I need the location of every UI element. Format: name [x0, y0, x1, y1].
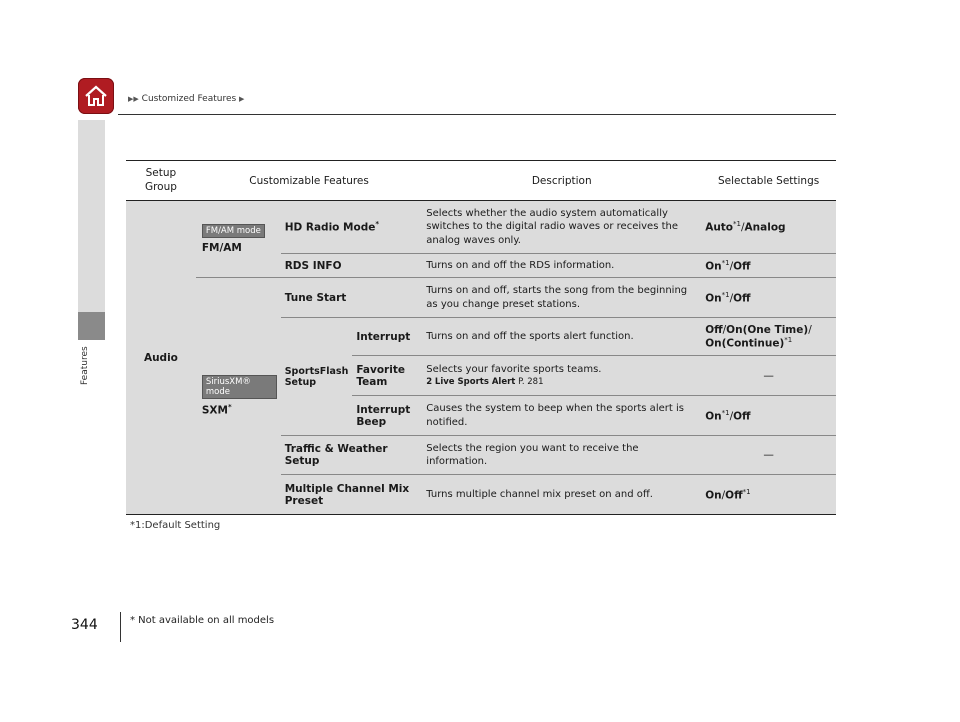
desc-traffic: Selects the region you want to receive the information.: [422, 436, 701, 475]
header-setup-group: Setup Group: [126, 161, 196, 201]
sxm-badge: SiriusXM® mode: [202, 375, 277, 399]
header-settings: Selectable Settings: [701, 161, 836, 201]
setting-beep: On$^{*1}$/Off: [701, 396, 836, 436]
page-divider: [120, 612, 121, 642]
setting-interrupt: Off/On(One Time)/ On(Continue)$^{*1}$: [701, 318, 836, 356]
sxm-label: SXM*: [201, 403, 232, 417]
feature-sportsflash: SportsFlash Setup: [281, 318, 353, 436]
page-number: 344: [71, 617, 98, 633]
breadcrumb-arrows: ▶▶: [128, 95, 139, 103]
setting-tune-start: On$^{*1}$/Off: [701, 278, 836, 318]
setting-hd-radio: Auto$^{*1}$/Analog: [705, 220, 786, 234]
table-header: [126, 161, 836, 201]
reference-icon: 2: [426, 376, 433, 387]
sxm-cell: [196, 278, 281, 515]
feature-beep: Interrupt Beep: [352, 396, 422, 436]
feature-hd-radio: HD Radio Mode*: [284, 220, 380, 234]
feature-rds: RDS INFO: [281, 254, 423, 278]
desc-mix: Turns multiple channel mix preset on and off.: [422, 475, 701, 515]
sidebar-section-marker: [78, 312, 105, 340]
desc-favorite: Selects your favorite sports teams. 2 Live Sports Alert P. 281: [422, 356, 701, 396]
fmam-badge: FM/AM mode: [202, 224, 265, 238]
breadcrumb: [128, 94, 244, 104]
fmam-label: FM/AM: [201, 242, 242, 254]
setting-mix: On/Off$^{*1}$: [701, 475, 836, 515]
breadcrumb-section[interactable]: Customized Features: [141, 94, 237, 104]
fmam-cell: [196, 201, 281, 278]
table-row: [126, 278, 836, 318]
desc-hd-radio: Selects whether the audio system automatically switches to the digital radio waves or receives the analog waves only.: [426, 207, 679, 246]
desc-beep: Causes the system to beep when the sports alert is notified.: [422, 396, 701, 436]
feature-mix: Multiple Channel Mix Preset: [281, 475, 423, 515]
footnote: *1:Default Setting: [130, 520, 221, 531]
desc-interrupt: Turns on and off the sports alert function.: [422, 318, 701, 356]
feature-interrupt: Interrupt: [352, 318, 422, 356]
feature-tune-start: Tune Start: [281, 278, 423, 318]
home-icon[interactable]: [78, 78, 114, 114]
sidebar-band: [78, 120, 105, 312]
side-tab: Features: [80, 346, 90, 385]
setting-traffic: —: [701, 436, 836, 475]
link-live-sports-alert[interactable]: Live Sports Alert: [434, 376, 516, 387]
group-audio: Audio: [126, 201, 196, 515]
feature-favorite: Favorite Team: [352, 356, 422, 396]
header-description: Description: [422, 161, 701, 201]
table-row: [126, 201, 836, 254]
feature-traffic: Traffic & Weather Setup: [281, 436, 423, 475]
setting-rds: On$^{*1}$/Off: [701, 254, 836, 278]
breadcrumb-end-arrow: ▶: [239, 95, 245, 103]
desc-tune-start: Turns on and off, starts the song from the beginning as you change preset stations.: [422, 278, 701, 318]
desc-rds: Turns on and off the RDS information.: [422, 254, 701, 278]
availability-note: * Not available on all models: [130, 615, 275, 626]
header-rule: [118, 114, 836, 115]
setting-favorite: —: [701, 356, 836, 396]
header-features: Customizable Features: [196, 161, 422, 201]
customized-features-table: [126, 160, 836, 515]
